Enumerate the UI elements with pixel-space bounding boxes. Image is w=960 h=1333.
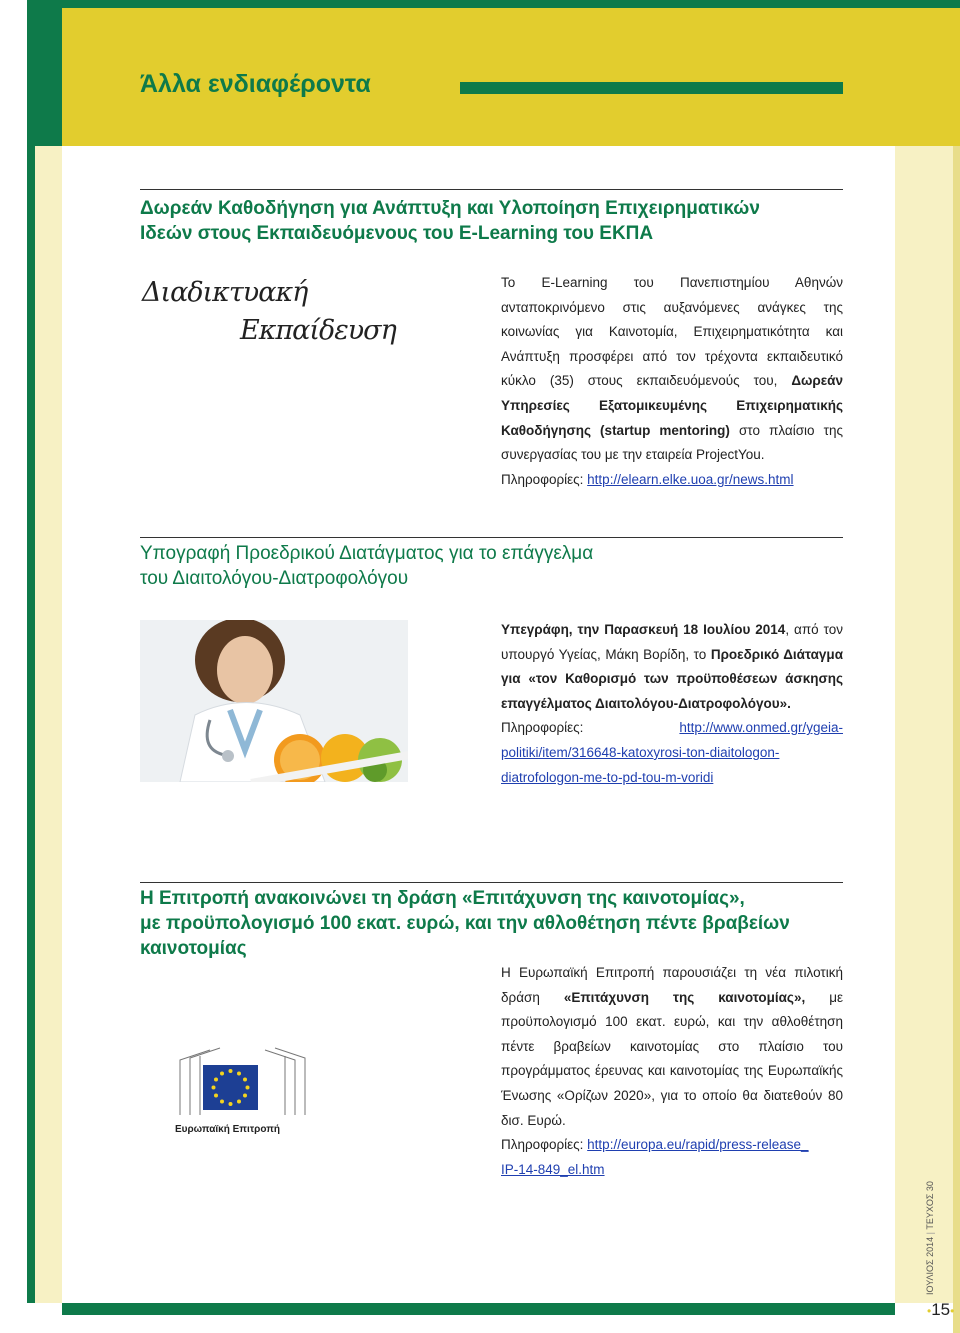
logo-line2: Εκπαίδευση — [240, 315, 396, 346]
section2-title — [140, 541, 843, 591]
section2-body-bold2: Προεδρικό Διάταγμα για «τον Καθορισμό των προϋποθέσεων άσκησης επαγγέλματος Διαιτολόγου-Διατροφολόγου». — [501, 646, 843, 711]
header-bar — [460, 82, 843, 94]
issue-number: ΤΕΥΧΟΣ 30 — [925, 1181, 935, 1230]
european-commission-logo — [170, 1040, 320, 1140]
section1-body-text1: Το E-Learning του Πανεπιστημίου Αθηνών ανταποκρινόμενο στις αυξανόμενες ανάγκες της κοινωνίας για Καινοτομία, Επιχειρηματικότητα και Ανάπτυξη προσφέρει από τον τρέχοντα εκπαιδευτικό κύκλο (35) στους εκπαιδευόμενούς του, — [501, 275, 843, 389]
section3-info-label: Πληροφορίες: — [501, 1137, 588, 1153]
section-divider — [140, 882, 843, 883]
section1-body — [501, 271, 843, 492]
section1-title-line2: Ιδεών στους Εκπαιδευόμενους του E-Learning του ΕΚΠΑ — [140, 223, 654, 244]
section2-title-line1: Υπογραφή Προεδρικού Διατάγματος για το επάγγελμα — [140, 543, 594, 564]
logo-line1: Διαδικτυακή — [142, 277, 308, 308]
section-divider — [140, 189, 843, 190]
section1-title — [140, 196, 843, 246]
section3-body-text1: Η Ευρωπαϊκή Επιτροπή παρουσιάζει τη νέα πιλοτική δράση — [501, 965, 843, 1005]
footer-bar — [62, 1303, 895, 1315]
section3-info-link-line2[interactable]: IP-14-849_el.htm — [501, 1161, 605, 1177]
page-dot-icon: • — [927, 1304, 932, 1318]
issue-info: ΙΟΥΛΙΟΣ 2014 | ΤΕΥΧΟΣ 30 — [925, 1181, 935, 1295]
section2-body-text1: , από τον υπουργό Υγείας, Μάκη Βορίδη, το — [501, 622, 843, 662]
right-page-edge — [953, 146, 960, 1333]
section3-body-text2: με προϋπολογισμό 100 εκατ. ευρώ, και την αθλοθέτηση πέντε βραβείων καινοτομίας στο πλαίσιο του προγράμματος έρευνας και καινοτομίας της Ευρωπαϊκής Ένωσης «Ορίζων 2020», για το οποίο θα διατεθούν 80 δισ. Ευρώ. — [501, 989, 843, 1128]
section2-info-link-line3[interactable]: diatrofologon-me-to-pd-tou-m-voridi — [501, 769, 714, 785]
section2-info-label: Πληροφορίες: — [501, 720, 584, 736]
ec-building-icon — [170, 1040, 320, 1120]
section-divider — [140, 537, 843, 538]
section2-body — [501, 618, 843, 790]
section2-info-row — [501, 716, 843, 741]
page-number — [927, 1300, 954, 1320]
section1-body-bold: Δωρεάν Υπηρεσίες Εξατομικευμένης Επιχειρηματικής Καθοδήγησης (startup mentoring) — [501, 373, 843, 438]
header-top-stripe — [27, 0, 960, 8]
section3-title-line3: καινοτομίας — [140, 938, 247, 959]
section1-info-link[interactable]: http://elearn.elke.uoa.gr/news.html — [587, 471, 794, 487]
section2-body-bold1: Υπεγράφη, την Παρασκευή 18 Ιουλίου 2014 — [501, 622, 786, 637]
section3-body — [501, 961, 843, 1182]
section3-title-line2: με προϋπολογισμό 100 εκατ. ευρώ, και την αθλοθέτηση πέντε βραβείων — [140, 913, 790, 934]
elearning-logo — [140, 275, 396, 355]
section2-info-link-line2[interactable]: politiki/item/316648-katoxyrosi-ton-diaitologon- — [501, 744, 780, 760]
section1-body-text2: στο πλαίσιο της συνεργασίας του με την εταιρεία ProjectYou. — [501, 422, 843, 463]
section3-info-link-line1[interactable]: http://europa.eu/rapid/press-release_ — [587, 1137, 809, 1153]
section3-title-line1: Η Επιτροπή ανακοινώνει τη δράση «Επιτάχυνση της καινοτομίας», — [140, 888, 745, 909]
left-margin-stripe — [27, 146, 35, 1303]
page-number-value: 15 — [931, 1300, 951, 1319]
section1-info-label: Πληροφορίες: — [501, 471, 588, 487]
section2-title-line2: του Διαιτολόγου-Διατροφολόγου — [140, 568, 409, 589]
page-dot-icon: • — [950, 1304, 955, 1318]
section2-info-link-line1[interactable]: http://www.onmed.gr/ygeia- — [679, 720, 843, 736]
ec-logo-caption: Ευρωπαϊκή Επιτροπή — [175, 1124, 280, 1135]
header-left-stripe — [27, 0, 62, 146]
section3-body-bold: «Επιτάχυνση της καινοτομίας», — [563, 989, 806, 1005]
dietitian-photo — [140, 620, 408, 782]
page-title: Άλλα ενδιαφέροντα — [140, 70, 371, 98]
issue-month: ΙΟΥΛΙΟΣ 2014 — [925, 1236, 935, 1295]
section1-title-line1: Δωρεάν Καθοδήγηση για Ανάπτυξη και Υλοποίηση Επιχειρηματικών — [140, 198, 760, 219]
section3-title — [140, 886, 843, 961]
right-margin-band — [895, 146, 960, 1303]
